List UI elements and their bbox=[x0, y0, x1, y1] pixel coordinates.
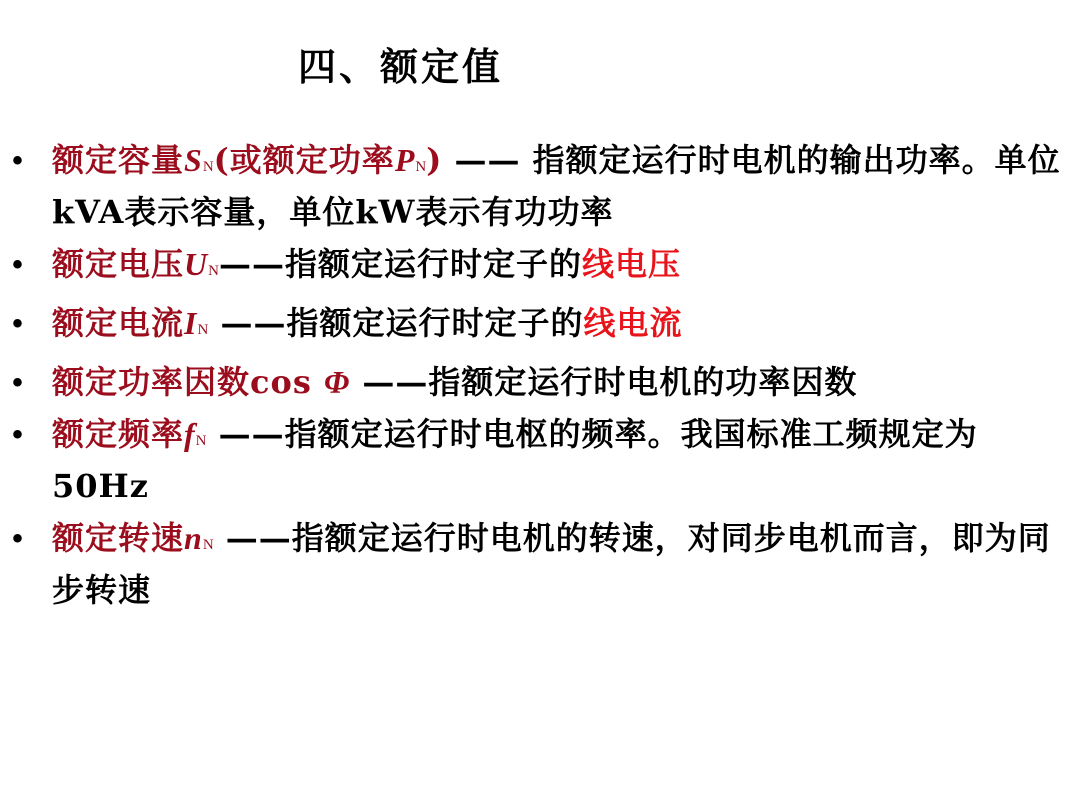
term-label: 额定电流 bbox=[52, 304, 185, 342]
list-item-rated-power-factor bbox=[8, 360, 1068, 405]
description: ——指额定运行时电机的功率因数 bbox=[350, 363, 858, 401]
bullet-icon: • bbox=[12, 248, 24, 281]
symbol: f bbox=[184, 416, 196, 452]
bullet-icon: • bbox=[12, 366, 24, 399]
subscript: N bbox=[195, 433, 207, 449]
description: ——指额定运行时定子的 bbox=[208, 304, 584, 342]
subscript: N bbox=[202, 537, 214, 553]
description: ——指额定运行时电枢的频率。我国标准工频规定为50Hz bbox=[52, 415, 978, 505]
term-label: 额定转速 bbox=[52, 519, 185, 557]
term-label: 额定频率 bbox=[52, 415, 185, 453]
list-item-rated-capacity bbox=[8, 138, 1068, 235]
symbol: I bbox=[184, 305, 198, 341]
bullet-icon: • bbox=[12, 522, 24, 555]
bullet-icon: • bbox=[12, 144, 24, 177]
slide-title: 四、额定值 bbox=[298, 44, 504, 89]
term-label: 额定容量 bbox=[52, 141, 185, 179]
symbol: P bbox=[394, 142, 416, 178]
bullet-icon: • bbox=[12, 307, 24, 340]
symbol: U bbox=[184, 246, 209, 282]
list-item-rated-speed bbox=[8, 516, 1068, 613]
subscript: N bbox=[202, 159, 214, 175]
symbol: Φ bbox=[324, 364, 351, 400]
highlight-text: 线电流 bbox=[583, 304, 683, 342]
term-label: ) bbox=[426, 141, 443, 179]
list-item-rated-current bbox=[8, 301, 1068, 353]
term-label: (或额定功率 bbox=[213, 141, 395, 179]
bullet-icon: • bbox=[12, 418, 24, 451]
term-label: 额定电压 bbox=[52, 245, 185, 283]
highlight-text: 线电压 bbox=[581, 245, 681, 283]
list-item-rated-frequency bbox=[8, 412, 1068, 509]
term-label: 额定功率因数cos bbox=[52, 363, 324, 401]
description: ——指额定运行时定子的 bbox=[218, 245, 582, 283]
description: —— 指额定运行时电机的输出功率。单位kVA表示容量，单位kW表示有功功率 bbox=[52, 141, 1061, 231]
subscript: N bbox=[208, 263, 219, 279]
symbol: n bbox=[184, 520, 203, 556]
description: ——指额定运行时电机的转速，对同步电机而言，即为同步转速 bbox=[52, 519, 1051, 609]
subscript: N bbox=[415, 159, 427, 175]
list-item-rated-voltage bbox=[8, 242, 1068, 294]
symbol: S bbox=[184, 142, 203, 178]
rating-list bbox=[8, 138, 1068, 620]
subscript: N bbox=[197, 322, 209, 338]
